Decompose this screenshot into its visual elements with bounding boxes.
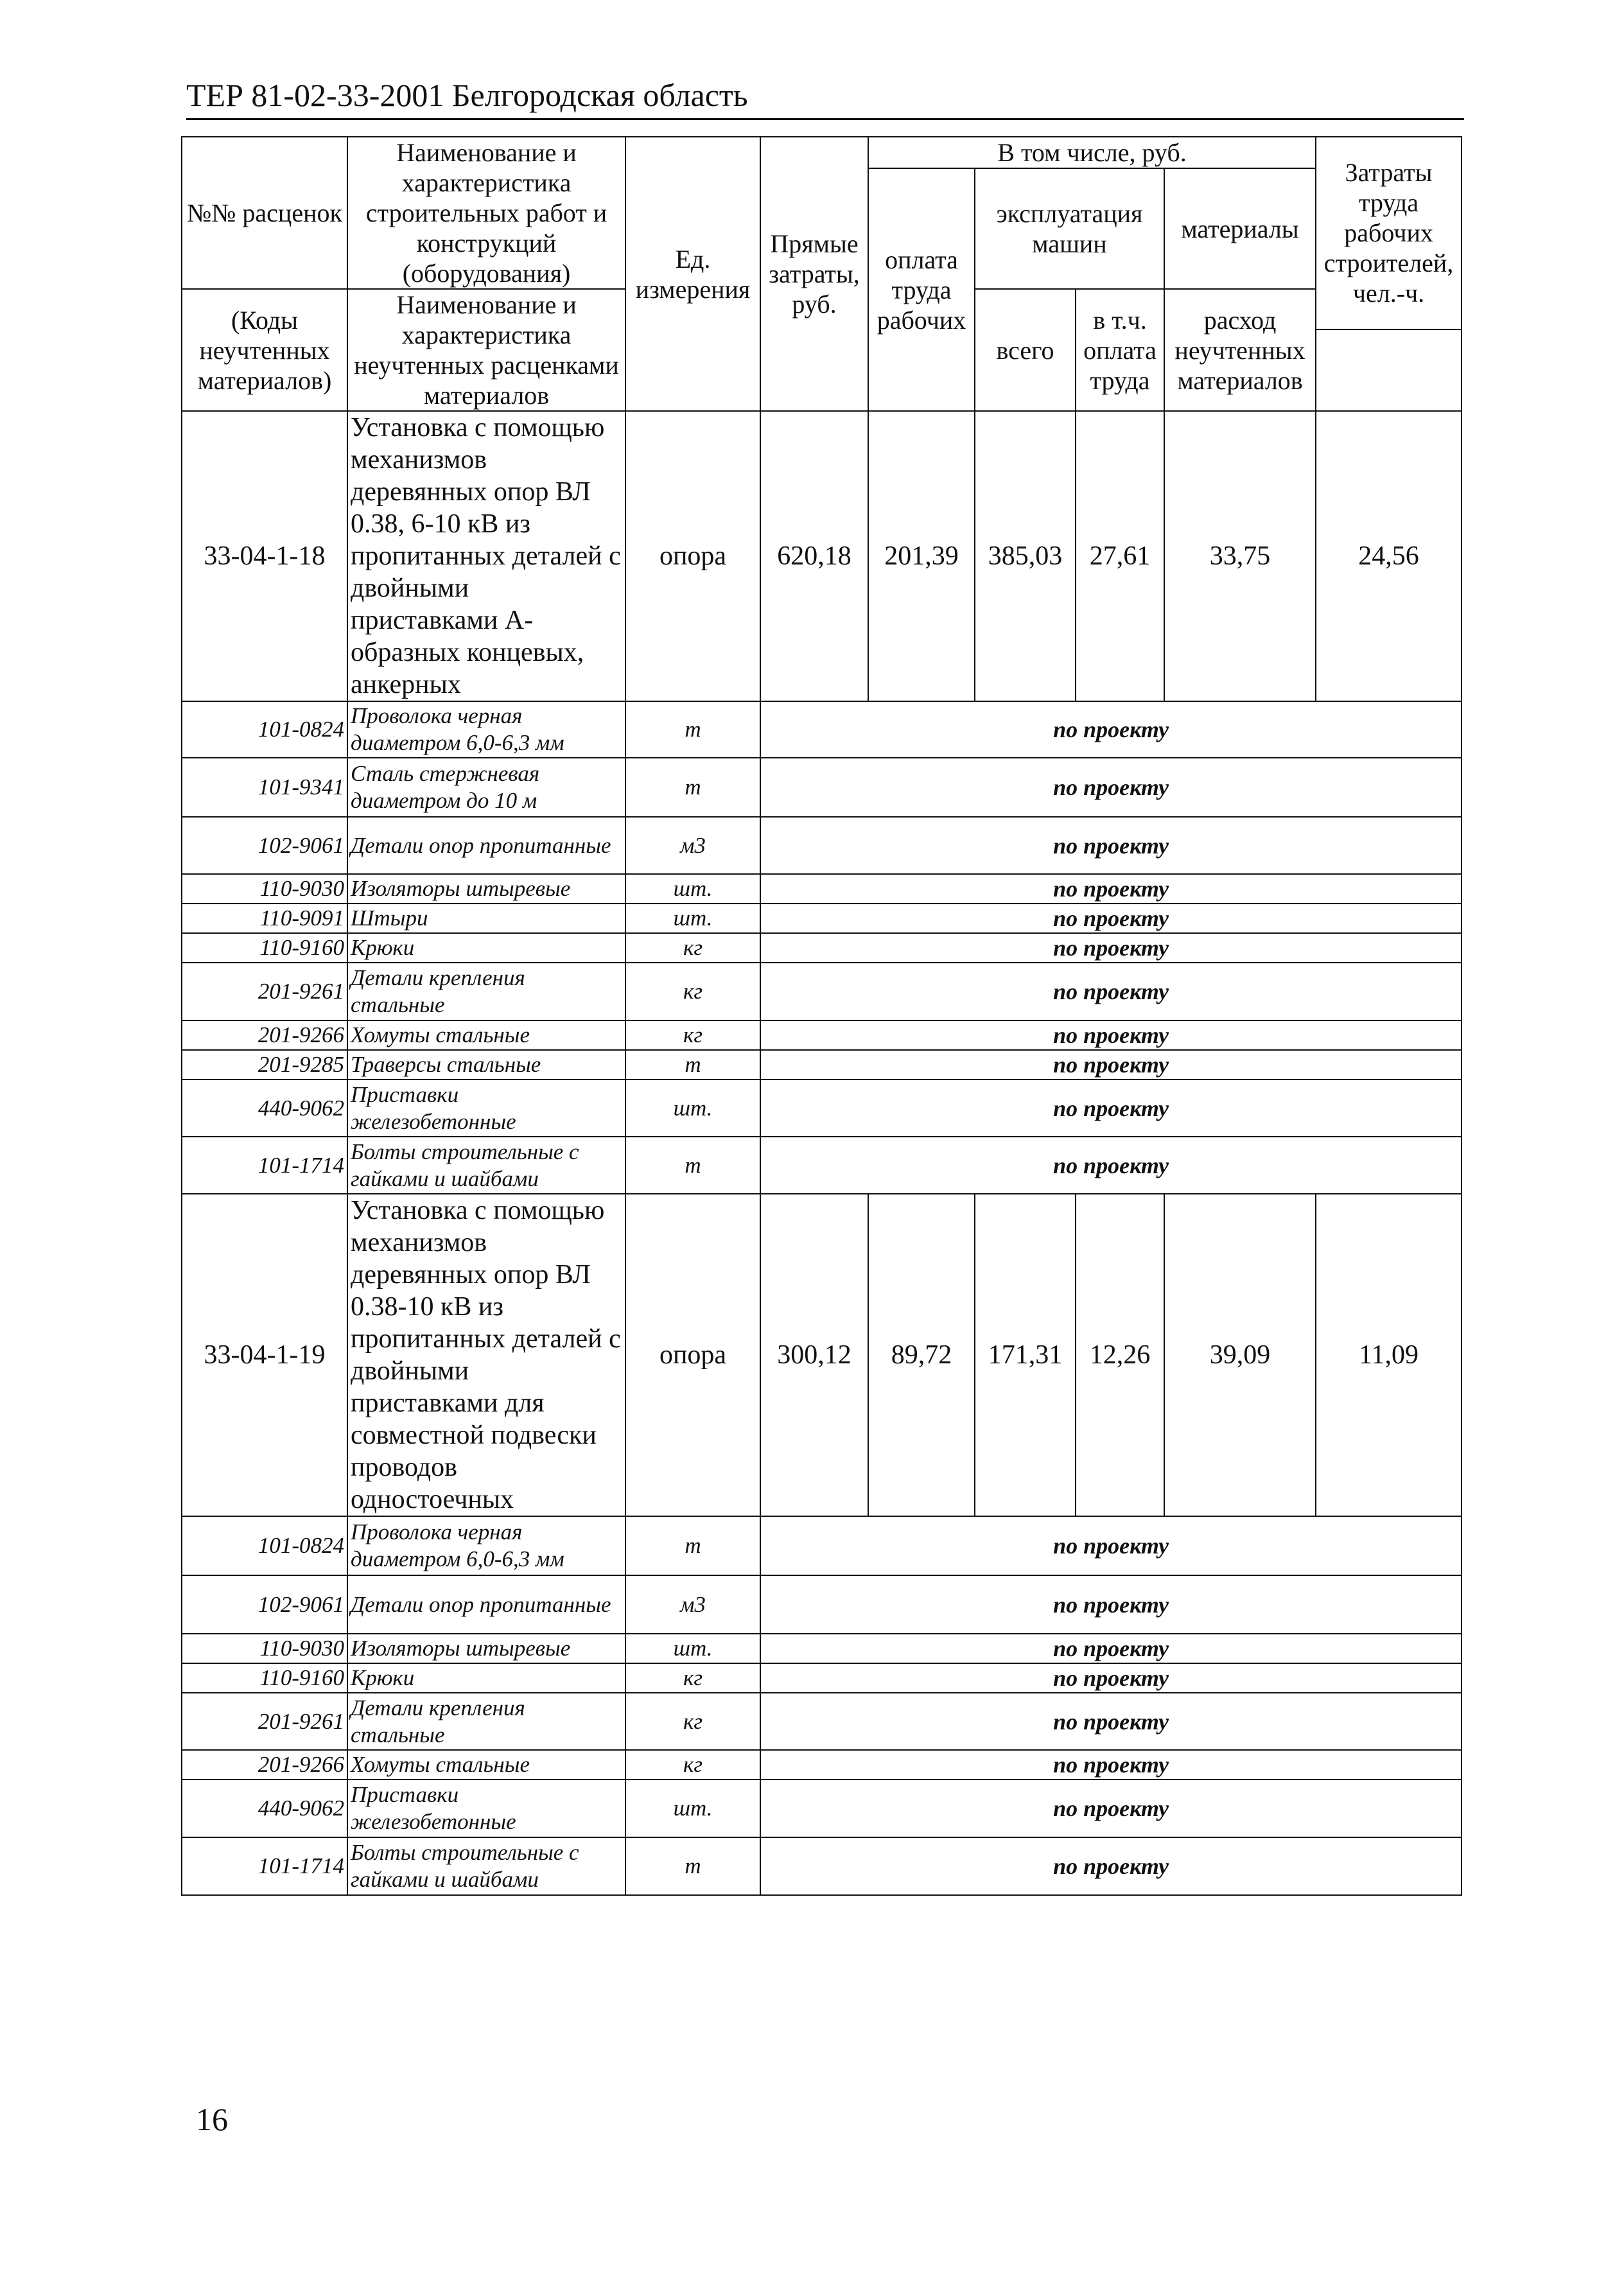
material-note: по проекту xyxy=(760,963,1462,1020)
material-unit: т xyxy=(625,1837,760,1895)
material-code: 110-9030 xyxy=(182,874,347,904)
rate-labor-pay: 201,39 xyxy=(868,411,975,701)
material-unit: м3 xyxy=(625,817,760,874)
material-row xyxy=(182,758,1462,817)
material-row xyxy=(182,1575,1462,1634)
material-code: 201-9285 xyxy=(182,1050,347,1080)
material-note: по проекту xyxy=(760,1750,1462,1780)
material-unit: кг xyxy=(625,933,760,963)
material-name: Приставки железобетонные xyxy=(347,1080,625,1137)
rate-mach-total: 171,31 xyxy=(975,1194,1076,1516)
material-name: Проволока черная диаметром 6,0-6,3 мм xyxy=(347,701,625,758)
material-row xyxy=(182,1663,1462,1693)
material-note: по проекту xyxy=(760,933,1462,963)
header-code2: (Коды неучтенных материалов) xyxy=(182,289,347,411)
material-note: по проекту xyxy=(760,1137,1462,1194)
material-code: 201-9261 xyxy=(182,1693,347,1750)
material-name: Детали опор пропитанные xyxy=(347,1575,625,1634)
header-labor-costs-blank xyxy=(1316,329,1462,411)
material-code: 201-9261 xyxy=(182,963,347,1020)
material-unit: шт. xyxy=(625,1080,760,1137)
rate-code: 33-04-1-18 xyxy=(182,411,347,701)
rate-row xyxy=(182,411,1462,701)
material-code: 110-9160 xyxy=(182,933,347,963)
material-note: по проекту xyxy=(760,701,1462,758)
material-code: 102-9061 xyxy=(182,1575,347,1634)
rates-table xyxy=(181,136,1462,1896)
material-row xyxy=(182,1693,1462,1750)
material-unit: м3 xyxy=(625,1575,760,1634)
material-note: по проекту xyxy=(760,904,1462,933)
material-note: по проекту xyxy=(760,1080,1462,1137)
material-unit: т xyxy=(625,1050,760,1080)
material-code: 102-9061 xyxy=(182,817,347,874)
material-row xyxy=(182,1050,1462,1080)
header-direct: Прямые затраты, руб. xyxy=(760,137,868,411)
material-code: 101-9341 xyxy=(182,758,347,817)
material-name: Детали крепления стальные xyxy=(347,1693,625,1750)
material-row xyxy=(182,963,1462,1020)
material-name: Болты строительные с гайками и шайбами xyxy=(347,1137,625,1194)
rate-materials: 33,75 xyxy=(1164,411,1316,701)
material-name: Приставки железобетонные xyxy=(347,1780,625,1837)
material-row xyxy=(182,1137,1462,1194)
material-note: по проекту xyxy=(760,1780,1462,1837)
material-unit: шт. xyxy=(625,904,760,933)
material-unit: т xyxy=(625,701,760,758)
material-note: по проекту xyxy=(760,1575,1462,1634)
material-code: 110-9091 xyxy=(182,904,347,933)
material-code: 101-0824 xyxy=(182,1516,347,1575)
material-note: по проекту xyxy=(760,1020,1462,1050)
material-code: 101-1714 xyxy=(182,1837,347,1895)
material-unit: т xyxy=(625,1516,760,1575)
material-name: Крюки xyxy=(347,1663,625,1693)
material-code: 101-0824 xyxy=(182,701,347,758)
material-name: Хомуты стальные xyxy=(347,1750,625,1780)
material-unit: т xyxy=(625,758,760,817)
material-code: 201-9266 xyxy=(182,1750,347,1780)
material-note: по проекту xyxy=(760,1693,1462,1750)
header-mach-pay: в т.ч. оплата труда xyxy=(1076,289,1164,411)
material-name: Проволока черная диаметром 6,0-6,3 мм xyxy=(347,1516,625,1575)
material-row xyxy=(182,701,1462,758)
material-row xyxy=(182,933,1462,963)
material-row xyxy=(182,1634,1462,1663)
material-name: Детали крепления стальные xyxy=(347,963,625,1020)
rate-labor-costs: 24,56 xyxy=(1316,411,1462,701)
material-unit: кг xyxy=(625,1750,760,1780)
material-unit: кг xyxy=(625,1693,760,1750)
header-name: Наименование и характеристика строительных работ и конструкций (оборудования) xyxy=(347,137,625,289)
material-code: 201-9266 xyxy=(182,1020,347,1050)
rate-labor-pay: 89,72 xyxy=(868,1194,975,1516)
material-name: Изоляторы штыревые xyxy=(347,1634,625,1663)
material-code: 440-9062 xyxy=(182,1780,347,1837)
material-name: Сталь стержневая диаметром до 10 м xyxy=(347,758,625,817)
rate-mach-pay: 12,26 xyxy=(1076,1194,1164,1516)
material-row xyxy=(182,1020,1462,1050)
material-name: Штыри xyxy=(347,904,625,933)
material-note: по проекту xyxy=(760,1050,1462,1080)
material-note: по проекту xyxy=(760,1634,1462,1663)
header-unit: Ед. измерения xyxy=(625,137,760,411)
material-row xyxy=(182,1780,1462,1837)
material-note: по проекту xyxy=(760,1663,1462,1693)
material-row xyxy=(182,1750,1462,1780)
header-name2: Наименование и характеристика неучтенных расценками материалов xyxy=(347,289,625,411)
material-unit: кг xyxy=(625,1020,760,1050)
material-unit: кг xyxy=(625,963,760,1020)
material-note: по проекту xyxy=(760,1516,1462,1575)
material-name: Детали опор пропитанные xyxy=(347,817,625,874)
header-incl: В том числе, руб. xyxy=(868,137,1316,168)
rate-materials: 39,09 xyxy=(1164,1194,1316,1516)
rate-name: Установка с помощью механизмов деревянных опор ВЛ 0.38-10 кВ из пропитанных деталей с двойными приставками для совместной подвески проводов одностоечных xyxy=(347,1194,625,1516)
material-note: по проекту xyxy=(760,758,1462,817)
material-note: по проекту xyxy=(760,1837,1462,1895)
rate-unit: опора xyxy=(625,411,760,701)
header-labor-costs: Затраты труда рабочих строителей, чел.-ч. xyxy=(1316,137,1462,329)
rate-code: 33-04-1-19 xyxy=(182,1194,347,1516)
material-row xyxy=(182,1837,1462,1895)
header-materials: материалы xyxy=(1164,168,1316,289)
material-name: Траверсы стальные xyxy=(347,1050,625,1080)
material-code: 110-9030 xyxy=(182,1634,347,1663)
rate-labor-costs: 11,09 xyxy=(1316,1194,1462,1516)
material-name: Болты строительные с гайками и шайбами xyxy=(347,1837,625,1895)
material-name: Изоляторы штыревые xyxy=(347,874,625,904)
rate-name: Установка с помощью механизмов деревянных опор ВЛ 0.38, 6-10 кВ из пропитанных деталей с двойными приставками А- образных концевых, анкерных xyxy=(347,411,625,701)
header-mach-total: всего xyxy=(975,289,1076,411)
material-name: Крюки xyxy=(347,933,625,963)
material-unit: шт. xyxy=(625,1634,760,1663)
header-machines: эксплуатация машин xyxy=(975,168,1164,289)
material-note: по проекту xyxy=(760,874,1462,904)
material-code: 440-9062 xyxy=(182,1080,347,1137)
material-row xyxy=(182,874,1462,904)
rate-direct: 620,18 xyxy=(760,411,868,701)
material-row xyxy=(182,817,1462,874)
rate-row xyxy=(182,1194,1462,1516)
material-unit: шт. xyxy=(625,1780,760,1837)
material-name: Хомуты стальные xyxy=(347,1020,625,1050)
page-number: 16 xyxy=(196,2101,228,2137)
material-code: 101-1714 xyxy=(182,1137,347,1194)
rate-direct: 300,12 xyxy=(760,1194,868,1516)
rate-unit: опора xyxy=(625,1194,760,1516)
material-unit: т xyxy=(625,1137,760,1194)
material-row xyxy=(182,1516,1462,1575)
material-row xyxy=(182,904,1462,933)
material-unit: шт. xyxy=(625,874,760,904)
rate-mach-pay: 27,61 xyxy=(1076,411,1164,701)
header-labor-pay: оплата труда рабочих xyxy=(868,168,975,411)
material-code: 110-9160 xyxy=(182,1663,347,1693)
header-code: №№ расценок xyxy=(182,137,347,289)
page-header: ТЕР 81-02-33-2001 Белгородская область xyxy=(186,76,1464,120)
material-row xyxy=(182,1080,1462,1137)
material-note: по проекту xyxy=(760,817,1462,874)
header-unaccounted: расход неучтенных материалов xyxy=(1164,289,1316,411)
rate-mach-total: 385,03 xyxy=(975,411,1076,701)
material-unit: кг xyxy=(625,1663,760,1693)
